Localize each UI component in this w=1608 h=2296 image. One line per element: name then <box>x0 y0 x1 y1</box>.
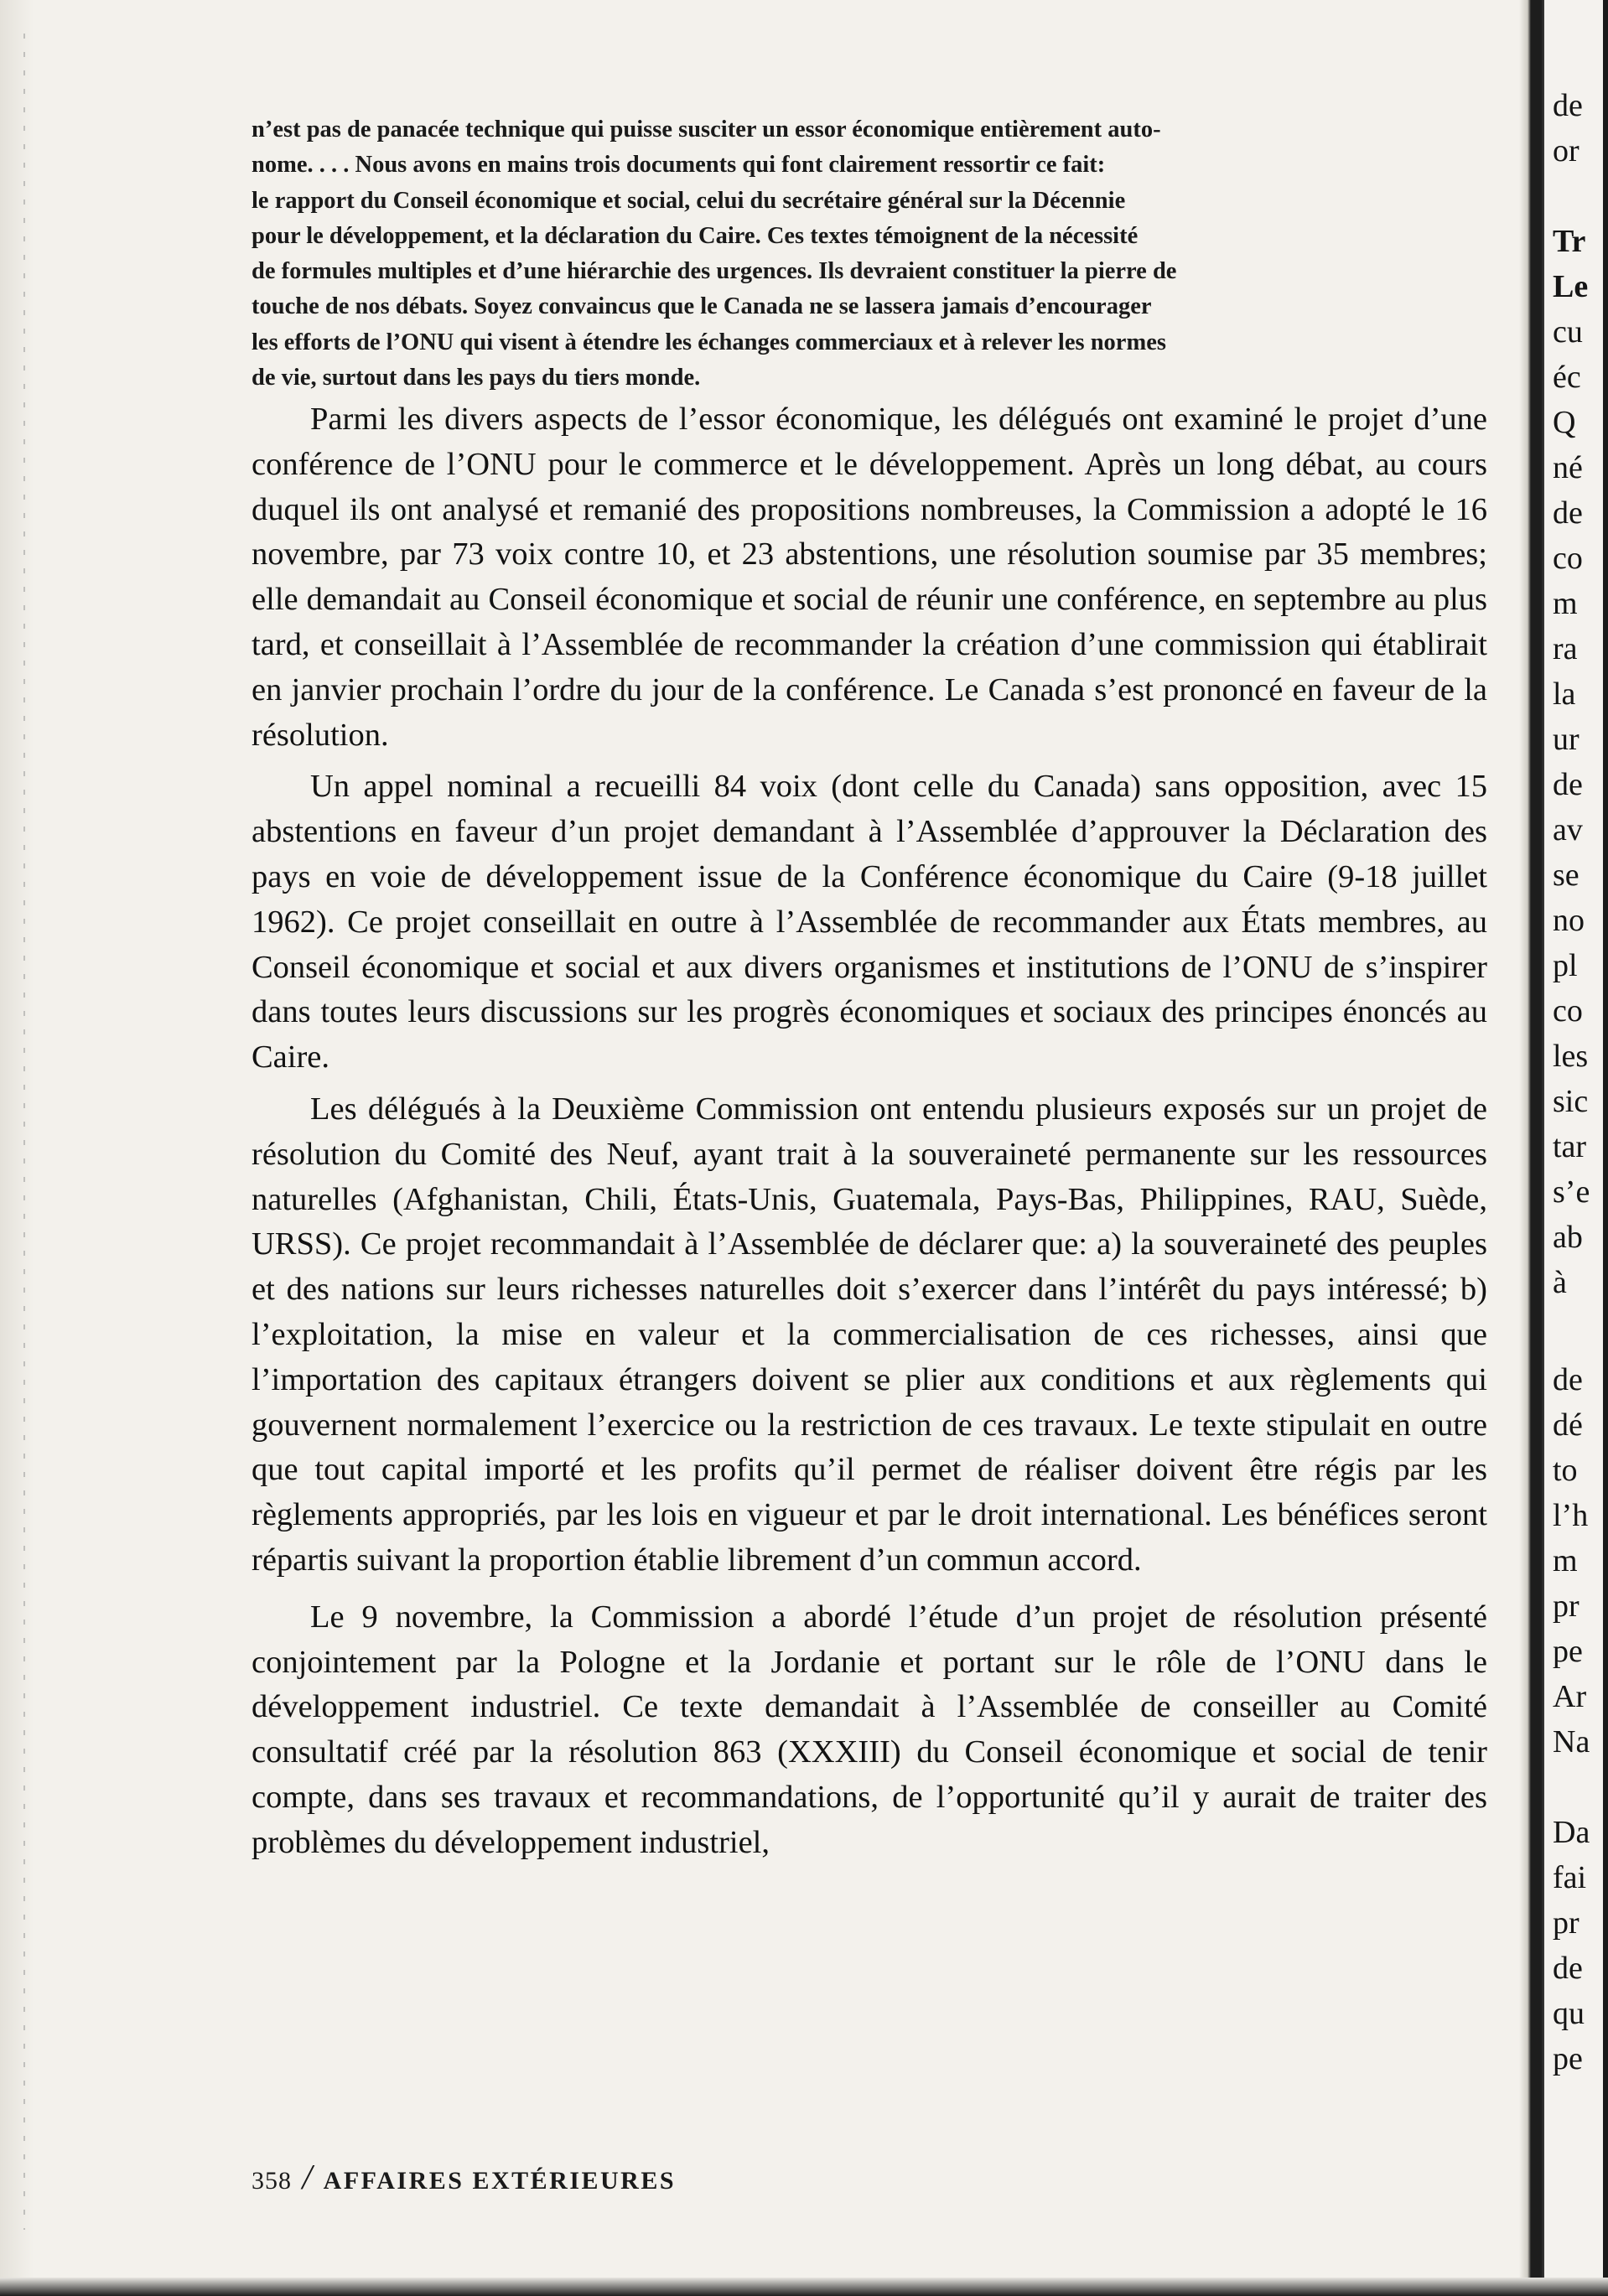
quote-line: touche de nos débats. Soyez convaincus que le Canada ne se lassera jamais d’encourager <box>252 293 1152 320</box>
facing-page-fragment: s’e <box>1553 1174 1590 1210</box>
facing-page-fragment: ra <box>1553 631 1578 666</box>
facing-page-fragment: av <box>1553 812 1583 847</box>
facing-page-fragment: à <box>1553 1265 1567 1300</box>
facing-page-fragment: pe <box>1553 2041 1583 2076</box>
quote-line: les efforts de l’ONU qui visent à étendre les échanges commerciaux et à relever les normes <box>252 329 1166 355</box>
facing-page-fragment: sic <box>1553 1084 1589 1119</box>
facing-page-fragment: tar <box>1553 1129 1587 1164</box>
facing-page-fragment: no <box>1553 903 1585 938</box>
facing-page-fragment: Da <box>1553 1815 1590 1850</box>
page-number: 358 <box>252 2167 292 2195</box>
facing-page-fragment: Q <box>1553 405 1576 440</box>
facing-page-fragment: éc <box>1553 360 1581 395</box>
facing-page-fragment: pr <box>1553 1589 1579 1624</box>
facing-page-fragment: dé <box>1553 1407 1583 1443</box>
facing-page-fragment: pe <box>1553 1634 1583 1669</box>
quote-line: n’est pas de panacée technique qui puisse susciter un essor économique entièrement auto- <box>252 117 1161 143</box>
facing-page-fragment: ur <box>1553 722 1579 757</box>
facing-page-fragment: de <box>1553 1362 1583 1397</box>
quoted-statement <box>252 112 1487 396</box>
paragraph-natural-resources: Les délégués à la Deuxième Commission ont entendu plusieurs exposés sur un projet de résolution du Comité des Neuf, ayant trait à la souveraineté permanente sur les ressources naturelles (Afghanistan, Chili, États-Unis, Guatemala, Pays-Bas, Philippines, RAU, Suède, URSS). Ce projet recommandait à l’Assemblée de déclarer que: a) la souveraineté des peuples et des nations sur leurs richesses naturelles doit s’exercer dans l’intérêt du pays intéressé; b) l’exploitation, la mise en valeur et la commercialisation de ces richesses, ainsi que l’importation des capitaux étrangers doivent se plier aux conditions et aux règlements qui gouvernent normalement l’exercice ou la restriction de ces travaux. Le texte stipulait en outre que tout capital importé et les profits qu’il permet de réaliser doivent être régis par les règlements appropriés, par les lois en vigueur et par le droit international. Les bénéfices seront répartis suivant la proportion établie librement d’un commun accord. <box>252 1091 1487 1578</box>
facing-page-fragment: co <box>1553 993 1583 1029</box>
facing-page-fragment: ab <box>1553 1220 1583 1255</box>
facing-page-fragment: Tr <box>1553 224 1586 259</box>
facing-page-fragment: de <box>1553 495 1583 531</box>
body-text <box>252 397 1487 1873</box>
facing-page-fragment: Na <box>1553 1724 1590 1760</box>
facing-page-fragment: m <box>1553 586 1578 621</box>
paragraph-cairo-declaration: Un appel nominal a recueilli 84 voix (dont celle du Canada) sans opposition, avec 15 abstentions en faveur d’un projet demandant à l’Assemblée d’approuver la Déclaration des pays en voie de développement issue de la Conférence économique du Caire (9-18 juillet 1962). Ce projet conseillait en outre à l’Assemblée de recommander aux États membres, au Conseil économique et social et aux divers organismes et institutions de l’ONU de s’inspirer dans toutes leurs discussions sur les progrès économiques et sociaux des principes énoncés au Caire. <box>252 769 1487 1075</box>
paragraph-trade-conference: Parmi les divers aspects de l’essor économique, les délégués ont examiné le projet d’une conférence de l’ONU pour le commerce et le développement. Après un long débat, au cours duquel ils ont analysé et remanié des propositions nombreuses, la Commission a adopté le 16 novembre, par 73 voix contre 10, et 23 abstentions, une résolution soumise par 35 membres; elle demandait au Conseil économique et social de réunir une conférence, en septembre au plus tard, et conseillait à l’Assemblée de recommander la création d’une commission qui établirait en janvier prochain l’ordre du jour de la conférence. Le Canada s’est prononcé en faveur de la résolution. <box>252 402 1487 753</box>
facing-page-fragment: cu <box>1553 314 1583 350</box>
facing-page-fragment: l’h <box>1553 1498 1589 1533</box>
facing-page-fragment: les <box>1553 1039 1589 1074</box>
quote-line: de vie, surtout dans les pays du tiers monde. <box>252 365 701 391</box>
quote-line: le rapport du Conseil économique et social, celui du secrétaire général sur la Décennie <box>252 187 1126 214</box>
quote-line: nome. . . . Nous avons en mains trois documents qui font clairement ressortir ce fait: <box>252 152 1106 179</box>
facing-page-fragment: de <box>1553 767 1583 802</box>
publication-title: AFFAIRES EXTÉRIEURES <box>323 2167 677 2195</box>
facing-page-fragment: né <box>1553 450 1583 485</box>
scan-bottom-border <box>0 2278 1608 2296</box>
page-gutter <box>1519 0 1544 2296</box>
facing-page-fragment: co <box>1553 541 1583 576</box>
facing-page-fragment: la <box>1553 676 1576 712</box>
facing-page-fragment: de <box>1553 1951 1583 1986</box>
page-footer <box>252 2158 676 2198</box>
facing-page-fragment: fai <box>1553 1860 1587 1895</box>
facing-page-fragment: pr <box>1553 1905 1579 1941</box>
facing-page-fragment: m <box>1553 1543 1578 1578</box>
quote-line: de formules multiples et d’une hiérarchie des urgences. Ils devraient constituer la pierre de <box>252 258 1177 285</box>
facing-page-edge <box>1544 0 1608 2296</box>
quote-line: pour le développement, et la déclaration du Caire. Ces textes témoignent de la nécessité <box>252 222 1139 249</box>
facing-page-fragment: qu <box>1553 1996 1585 2031</box>
facing-page-fragment: pl <box>1553 948 1578 983</box>
paragraph-industrial-development: Le 9 novembre, la Commission a abordé l’étude d’un projet de résolution présenté conjointement par la Pologne et la Jordanie et portant sur le rôle de l’ONU dans le développement industriel. Ce texte demandait à l’Assemblée de conseiller au Comité consultatif créé par la résolution 863 (XXXIII) du Conseil économique et social de tenir compte, dans ses travaux et recommandations, de l’opportunité qu’il y aurait de traiter des problèmes du développement industriel, <box>252 1599 1487 1860</box>
scan-border <box>1603 0 1608 2296</box>
facing-page-fragment: to <box>1553 1453 1578 1488</box>
facing-page-fragment: or <box>1553 133 1579 168</box>
facing-page-fragment: Ar <box>1553 1679 1587 1714</box>
facing-page-fragment: de <box>1553 88 1583 123</box>
facing-page-fragment: Le <box>1553 269 1589 304</box>
facing-page-fragment: se <box>1553 858 1579 893</box>
footer-separator: / <box>302 2159 314 2197</box>
